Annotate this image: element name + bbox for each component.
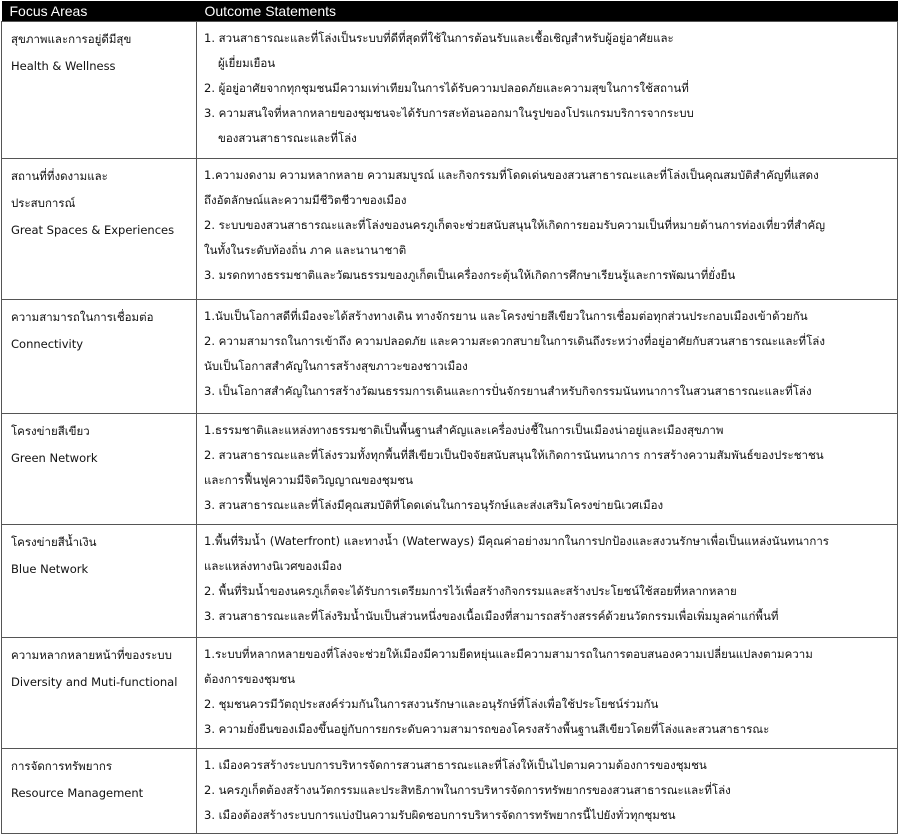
outcome-cell: [197, 22, 898, 159]
outcome-line: 3. มรดกทางธรรมชาติและวัฒนธรรมของภูเก็ตเป็นเครื่องกระตุ้นให้เกิดการศึกษาเรียนรู้และการพัฒนาที่ยั่งยืน: [204, 268, 736, 282]
table-row: [2, 525, 898, 638]
outcome-cell: [197, 414, 898, 525]
focus-area-thai: ความสามารถในการเชื่อมต่อ: [11, 310, 154, 324]
focus-area-thai: ความหลากหลายหน้าที่ของระบบ: [11, 648, 172, 662]
outcome-line: 1. สวนสาธารณะและที่โล่งเป็นระบบที่ดีที่สุดที่ใช้ในการต้อนรับและเชื้อเชิญสำหรับผู้อยู่อาศัยและ: [204, 31, 674, 45]
header-outcome-statements: Outcome Statements: [197, 1, 898, 22]
outcome-line: 1. เมืองควรสร้างระบบการบริหารจัดการสวนสาธารณะและที่โล่งให้เป็นไปตามความต้องการของชุมชน: [204, 758, 707, 772]
focus-area-thai: สถานที่ที่งดงามและ: [11, 169, 108, 183]
table-row: [2, 638, 898, 749]
focus-area-thai-line2: ประสบการณ์: [11, 196, 76, 210]
outcome-line: ในทั้งในระดับท้องถิ่น ภาค และนานาชาติ: [204, 243, 407, 257]
focus-area-thai: โครงข่ายสีน้ำเงิน: [11, 535, 97, 549]
focus-area-cell: [2, 749, 197, 834]
outcome-cell: [197, 749, 898, 834]
outcome-line: 1.นับเป็นโอกาสดีที่เมืองจะได้สร้างทางเดิน ทางจักรยาน และโครงข่ายสีเขียวในการเชื่อมต่อทุกส่วนประกอบเมืองเข้าด้วยกัน: [204, 309, 808, 323]
outcome-line: 2. ผู้อยู่อาศัยจากทุกชุมชนมีความเท่าเทียมในการได้รับความปลอดภัยและความสุขในการใช้สถานที่: [204, 81, 689, 95]
outcome-line: 1.พื้นที่ริมน้ำ (Waterfront) และทางน้ำ (Waterways) มีคุณค่าอย่างมากในการปกป้องและสงวนรักษาเพื่อเป็นแหล่งนันทนาการ: [204, 534, 829, 548]
outcome-cell: [197, 159, 898, 300]
focus-area-thai: การจัดการทรัพยากร: [11, 759, 113, 773]
focus-area-cell: [2, 22, 197, 159]
outcome-line: 2. ความสามารถในการเข้าถึง ความปลอดภัย และความสะดวกสบายในการเดินถึงระหว่างที่อยู่อาศัยกับสวนสาธารณะและที่โล่ง: [204, 334, 825, 348]
outcome-line: 3. เมืองต้องสร้างระบบการแบ่งปันความรับผิดชอบการบริหารจัดการทรัพยากรนี้ไปยังทั่วทุกชุมชน: [204, 808, 676, 822]
outcome-cell: [197, 525, 898, 638]
focus-area-thai: โครงข่ายสีเขียว: [11, 424, 90, 438]
focus-area-cell: [2, 414, 197, 525]
header-focus-areas: Focus Areas: [2, 1, 197, 22]
outcome-line: ของสวนสาธารณะและที่โล่ง: [218, 131, 357, 145]
outcome-line: 2. ชุมชนควรมีวัตถุประสงค์ร่วมกันในการสงวนรักษาและอนุรักษ์ที่โล่งเพื่อใช้ประโยชน์ร่วมกัน: [204, 697, 659, 711]
focus-area-english: Resource Management: [11, 786, 144, 800]
table-header-row: [2, 1, 898, 22]
outcome-line: และการฟื้นฟูความมีจิตวิญญาณของชุมชน: [204, 473, 413, 487]
outcome-line: ถึงอัตลักษณ์และความมีชีวิตชีวาของเมือง: [204, 193, 407, 207]
focus-area-cell: [2, 525, 197, 638]
outcome-line: 2. สวนสาธารณะและที่โล่งรวมทั้งทุกพื้นที่สีเขียวเป็นปัจจัยสนับสนุนให้เกิดการนันทนาการ การสร้างความสัมพันธ์ของประชาชน: [204, 448, 824, 462]
focus-area-english: Great Spaces & Experiences: [11, 223, 175, 237]
focus-outcome-table: [1, 1, 898, 834]
outcome-line: 1.ความงดงาม ความหลากหลาย ความสมบูรณ์ และกิจกรรมที่โดดเด่นของสวนสาธารณะและที่โล่งเป็นคุณสมบัติสำคัญที่แสดง: [204, 168, 819, 182]
outcome-line: ผู้เยี่ยมเยือน: [218, 56, 276, 70]
outcome-line: 3. สวนสาธารณะและที่โล่งมีคุณสมบัติที่โดดเด่นในการอนุรักษ์และส่งเสริมโครงข่ายนิเวศเมือง: [204, 498, 664, 512]
outcome-line: และแหล่งทางนิเวศของเมือง: [204, 559, 342, 573]
outcome-line: 3. ความยั่งยืนของเมืองขึ้นอยู่กับการยกระดับความสามารถของโครงสร้างพื้นฐานสีเขียวโดยที่โล่งและสวนสาธารณะ: [204, 722, 770, 736]
outcome-line: 3. ความสนใจที่หลากหลายของชุมชนจะได้รับการสะท้อนออกมาในรูปของโปรแกรมบริการจากระบบ: [204, 106, 694, 120]
outcome-line: 1.ระบบที่หลากหลายของที่โล่งจะช่วยให้เมืองมีความยืดหยุ่นและมีความสามารถในการตอบสนองความเปลี่ยนแปลงตามความ: [204, 647, 813, 661]
focus-area-thai: สุขภาพและการอยู่ดีมีสุข: [11, 32, 132, 46]
outcome-line: 2. ระบบของสวนสาธารณะและที่โล่งของนครภูเก็ตจะช่วยสนับสนุนให้เกิดการยอมรับความเป็นที่หมายด้านการท่องเที่ยวที่สำคัญ: [204, 218, 826, 232]
outcome-line: 3. เป็นโอกาสสำคัญในการสร้างวัฒนธรรมการเดินและการปั่นจักรยานสำหรับกิจกรรมนันทนาการในสวนสาธารณะและที่โล่ง: [204, 384, 812, 398]
focus-area-english: Health & Wellness: [11, 59, 116, 73]
outcome-cell: [197, 638, 898, 749]
outcome-line: 3. สวนสาธารณะและที่โล่งริมน้ำนับเป็นส่วนหนึ่งของเนื้อเมืองที่สามารถสร้างสรรค์ด้วยนวัตกรรมเพื่อเพิ่มมูลค่าแก่พื้นที่: [204, 609, 779, 623]
focus-area-english: Connectivity: [11, 337, 84, 351]
outcome-line: 1.ธรรมชาติและแหล่งทางธรรมชาติเป็นพื้นฐานสำคัญและเครื่องบ่งชี้ในการเป็นเมืองน่าอยู่และเมืองสุขภาพ: [204, 423, 724, 437]
focus-area-cell: [2, 300, 197, 414]
document: [1, 1, 897, 834]
focus-area-english: Blue Network: [11, 562, 89, 576]
focus-area-english: Green Network: [11, 451, 98, 465]
outcome-line: ต้องการของชุมชน: [204, 672, 296, 686]
outcome-line: 2. นครภูเก็ตต้องสร้างนวัตกรรมและประสิทธิภาพในการบริหารจัดการทรัพยากรของสวนสาธารณะและที่โล่ง: [204, 783, 731, 797]
outcome-cell: [197, 300, 898, 414]
table-row: [2, 749, 898, 834]
table-row: [2, 22, 898, 159]
table-row: [2, 300, 898, 414]
table-row: [2, 414, 898, 525]
outcome-line: นับเป็นโอกาสสำคัญในการสร้างสุขภาวะของชาวเมือง: [204, 359, 468, 373]
focus-area-cell: [2, 159, 197, 300]
table-row: [2, 159, 898, 300]
outcome-line: 2. พื้นที่ริมน้ำของนครภูเก็ตจะได้รับการเตรียมการไว้เพื่อสร้างกิจกรรมและสร้างประโยชน์ใช้สอยที่หลากหลาย: [204, 584, 737, 598]
focus-area-cell: [2, 638, 197, 749]
focus-area-english: Diversity and Muti-functional: [11, 675, 178, 689]
